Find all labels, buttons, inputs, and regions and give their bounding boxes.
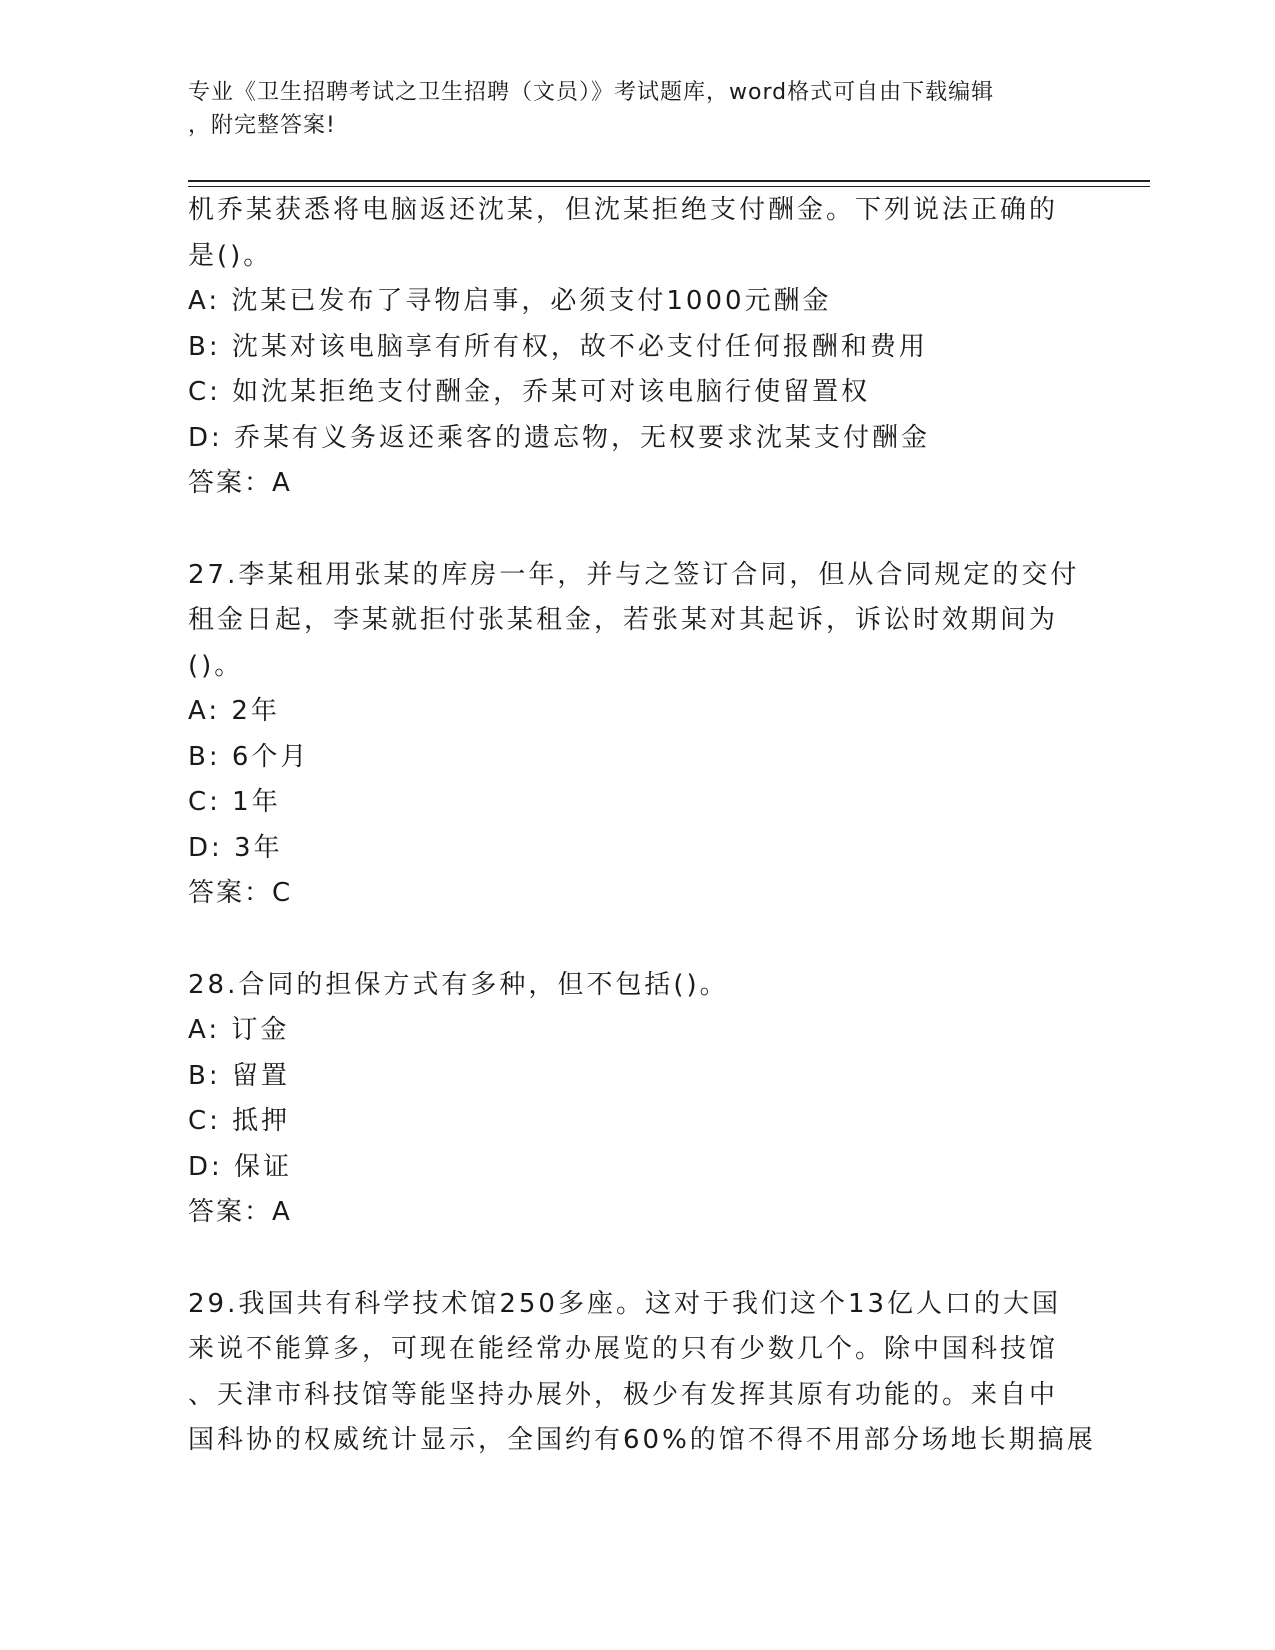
question-text-line: 是()。 [188, 240, 273, 271]
question-27 [188, 553, 1088, 917]
option-b: B: 6个月 [188, 741, 310, 772]
option-b: B: 留置 [188, 1060, 290, 1091]
spacer [188, 917, 1088, 963]
question-text-line: 29.我国共有科学技术馆250多座。这对于我们这个13亿人口的大国 [188, 1288, 1062, 1319]
option-a: A: 2年 [188, 696, 280, 726]
answer: 答案：C [188, 878, 293, 908]
document-header [188, 76, 1088, 142]
spacer [188, 1236, 1088, 1282]
header-line-1: 专业《卫生招聘考试之卫生招聘（文员）》考试题库，word格式可自由下载编辑 [188, 80, 995, 105]
answer: 答案：A [188, 1197, 292, 1227]
option-a: A: 订金 [188, 1015, 290, 1045]
question-text-line: ()。 [188, 650, 244, 681]
option-d: D: 乔某有义务返还乘客的遗忘物，无权要求沈某支付酬金 [188, 422, 931, 453]
spacer [188, 507, 1088, 553]
option-c: C: 抵押 [188, 1106, 291, 1136]
question-text-line: 来说不能算多，可现在能经常办展览的只有少数几个。除中国科技馆 [188, 1334, 1059, 1364]
option-c: C: 如沈某拒绝支付酬金，乔某可对该电脑行使留置权 [188, 377, 871, 407]
answer: 答案：A [188, 468, 292, 498]
question-text-line: 国科协的权威统计显示，全国约有60%的馆不得不用部分场地长期搞展 [188, 1425, 1096, 1455]
option-a: A: 沈某已发布了寻物启事，必须支付1000元酬金 [188, 286, 832, 316]
question-26 [188, 188, 1088, 507]
document-body [188, 188, 1096, 1464]
option-d: D: 保证 [188, 1151, 293, 1182]
question-29 [188, 1282, 1096, 1464]
header-line-2: ，附完整答案! [188, 113, 336, 138]
option-d: D: 3年 [188, 832, 283, 863]
question-text-line: 27.李某租用张某的库房一年，并与之签订合同，但从合同规定的交付 [188, 559, 1080, 590]
question-text-line: 租金日起，李某就拒付张某租金，若张某对其起诉，诉讼时效期间为 [188, 605, 1059, 635]
header-rule-thick [188, 180, 1150, 182]
question-text-line: 28.合同的担保方式有多种，但不包括()。 [188, 969, 729, 1000]
option-c: C: 1年 [188, 787, 281, 817]
question-text-line: 机乔某获悉将电脑返还沈某，但沈某拒绝支付酬金。下列说法正确的 [188, 195, 1059, 225]
question-text-line: 、天津市科技馆等能坚持办展外，极少有发挥其原有功能的。来自中 [188, 1379, 1059, 1410]
header-rule-thin [188, 186, 1150, 187]
option-b: B: 沈某对该电脑享有所有权，故不必支付任何报酬和费用 [188, 331, 928, 362]
question-28 [188, 963, 1088, 1236]
